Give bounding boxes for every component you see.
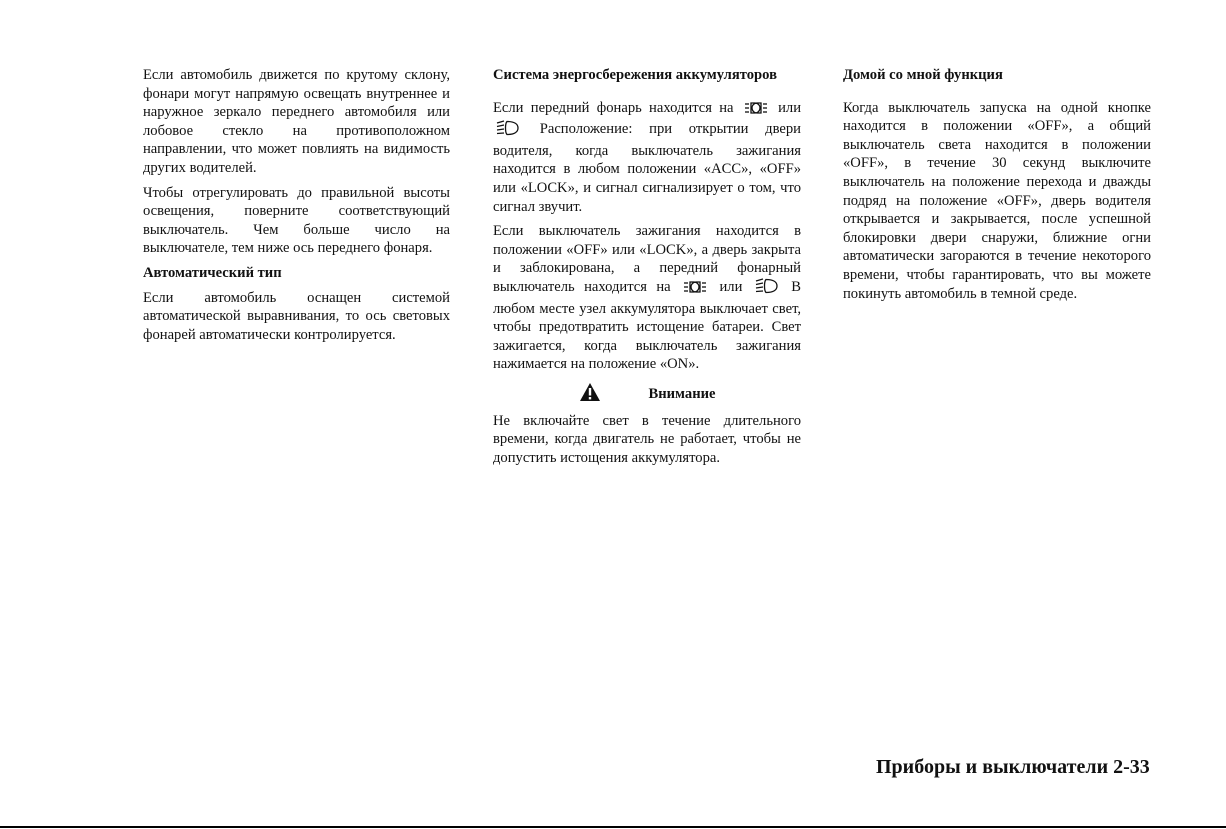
column-2 [493, 66, 801, 473]
text-or: или [719, 278, 743, 295]
column-1 [143, 66, 450, 350]
page-footer: Приборы и выключатели 2-33 [876, 756, 1150, 778]
paragraph-steep-slope: Если автомобиль движется по крутому склону, фонари могут напрямую освещать внутреннее и наружное зеркало переднего автомобиля или лобовое стекло на противоположном направлении, что может повлиять на видимость других водителей. [143, 67, 450, 176]
bottom-rule [0, 826, 1226, 828]
parking-light-icon [744, 101, 768, 121]
column-3 [843, 66, 1151, 309]
text-segment: Расположение: при открытии двери водителя, когда выключатель зажигания находится в любом положении «ACC», «OFF» или «LOCK», и сигнал сигнализирует о том, что сигнал звучит. [493, 121, 801, 215]
text-segment: Если выключатель зажигания находится в положении «OFF» или «LOCK», а дверь закрыта и заблокирована, а передний фонарный выключатель находится на [493, 223, 801, 295]
heading-automatic-type: Автоматический тип [143, 264, 282, 281]
warning-text: Не включайте свет в течение длительного времени, когда двигатель не работает, чтобы не допустить истощения аккумулятора. [493, 412, 801, 466]
text-segment: В любом месте узел аккумулятора выключает свет, чтобы предотвратить истощение батареи. Свет зажигается, когда выключатель зажигания нажимается на положение «ON». [493, 278, 801, 373]
text-or: или [778, 99, 802, 116]
headlight-icon [496, 120, 520, 142]
text-segment: Если передний фонарь находится на [493, 99, 734, 116]
paragraph-battery-protect [493, 222, 801, 374]
paragraph-follow-me-home: Когда выключатель запуска на одной кнопке находится в положении «OFF», а общий выключатель света находится в положении «OFF», в течение 30 секунд выключите выключатель на положение перехода и дважды подряд на положение «OFF», дверь водителя открывается и закрывается, после успешной блокировки двери снаружи, ближние огни автоматически загораются в течение некоторого времени, чтобы гарантировать, что вы можете покинуть автомобиль в темной среде. [843, 99, 1151, 302]
warning-triangle-icon [579, 382, 601, 408]
paragraph-headlight-position [493, 99, 801, 217]
paragraph-adjust-height: Чтобы отрегулировать до правильной высоты освещения, поверните соответствующий выключатель. Чем больше число на выключателе, тем ниже ось переднего фонаря. [143, 184, 450, 257]
warning-title: Внимание [648, 386, 716, 403]
heading-follow-me-home: Домой со мной функция [843, 67, 1003, 83]
warning-header [493, 382, 801, 408]
headlight-icon [755, 278, 779, 300]
paragraph-automatic-leveling: Если автомобиль оснащен системой автоматической выравнивания, то ось световых фонарей автоматически контролируется. [143, 289, 450, 343]
parking-light-icon [683, 280, 707, 300]
heading-battery-saver: Система энергосбережения аккумуляторов [493, 67, 777, 83]
